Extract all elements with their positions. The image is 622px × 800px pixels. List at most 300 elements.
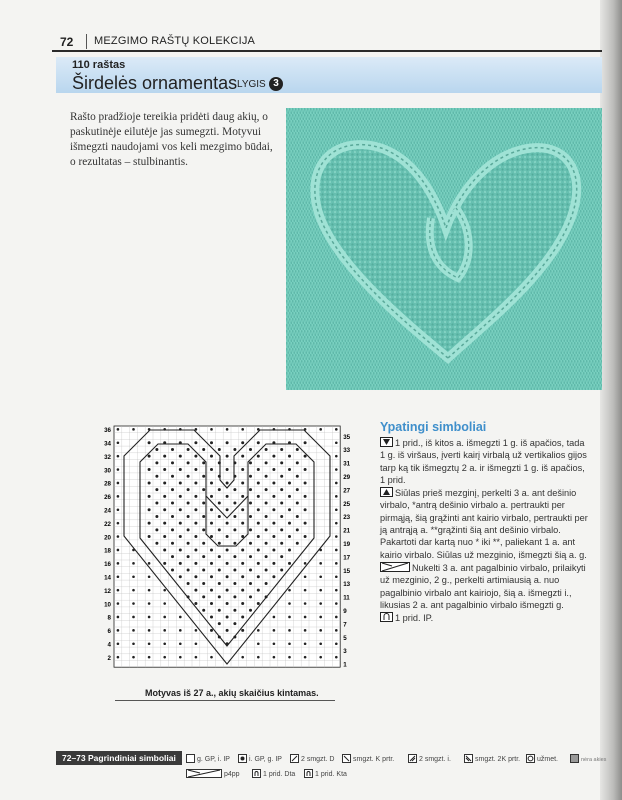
chart-row-label-right: 35 — [343, 433, 351, 441]
chart-purl-dot — [249, 555, 252, 558]
chart-purl-dot — [304, 589, 307, 592]
legend-text: 2 smgzt. i. — [419, 756, 451, 763]
chart-row-label-left: 12 — [104, 587, 111, 595]
page-edge-shadow — [600, 0, 622, 800]
legend-text: 2 smgzt. D — [301, 756, 335, 763]
chart-purl-dot — [132, 656, 135, 659]
legend-item — [408, 754, 451, 763]
chart-purl-dot — [202, 475, 205, 478]
chart-purl-dot — [202, 569, 205, 572]
chart-purl-dot — [210, 522, 213, 525]
header-rule — [52, 50, 602, 52]
chart-purl-dot — [117, 508, 120, 511]
chart-purl-dot — [132, 589, 135, 592]
chart-purl-dot — [319, 616, 322, 619]
chart-purl-dot — [179, 656, 182, 659]
chart-purl-dot — [194, 562, 197, 565]
legend-item — [252, 769, 295, 778]
chart-purl-dot — [249, 582, 252, 585]
loop-dta-icon — [252, 769, 261, 778]
chart-purl-dot — [288, 468, 291, 471]
chart-purl-dot — [272, 535, 275, 538]
chart-purl-dot — [233, 515, 236, 518]
chart-purl-dot — [210, 589, 213, 592]
chart-row-label-left: 28 — [104, 480, 111, 488]
chart-purl-dot — [241, 562, 244, 565]
chart-row-label-left: 24 — [104, 507, 111, 515]
chart-purl-dot — [155, 528, 158, 531]
chart-purl-dot — [288, 548, 291, 551]
chart-purl-dot — [171, 448, 174, 451]
chart-purl-dot — [288, 656, 291, 659]
chart-purl-dot — [171, 528, 174, 531]
chart-purl-dot — [218, 569, 221, 572]
chart-row-label-left: 30 — [104, 467, 111, 475]
chart-purl-dot — [272, 522, 275, 525]
chart-row-label-left: 8 — [107, 614, 111, 622]
chart-purl-dot — [288, 495, 291, 498]
special-symbol-text: 1 prid. IP. — [395, 613, 434, 624]
chart-purl-dot — [265, 569, 268, 572]
chart-purl-dot — [218, 502, 221, 505]
chart-purl-dot — [155, 475, 158, 478]
chart-purl-dot — [304, 656, 307, 659]
chart-purl-dot — [272, 481, 275, 484]
chart-purl-dot — [288, 522, 291, 525]
legend-text: i. GP, g. IP — [249, 756, 282, 763]
level-label: LYGIS — [237, 79, 266, 90]
chart-row-label-right: 1 — [343, 661, 347, 669]
chart-caption: Motyvas iš 27 a., akių skaičius kintamas. — [145, 688, 319, 698]
chart-purl-dot — [194, 589, 197, 592]
chart-purl-dot — [304, 468, 307, 471]
chart-purl-dot — [304, 495, 307, 498]
chart-purl-dot — [296, 448, 299, 451]
chart-purl-dot — [202, 609, 205, 612]
chart-purl-dot — [163, 535, 166, 538]
chart-purl-dot — [148, 441, 151, 444]
chart-purl-dot — [249, 515, 252, 518]
chart-purl-dot — [194, 522, 197, 525]
chart-purl-dot — [155, 542, 158, 545]
chart-row-label-right: 21 — [343, 527, 351, 535]
chart-purl-dot — [187, 475, 190, 478]
chart-purl-dot — [288, 481, 291, 484]
legend-item — [342, 754, 394, 763]
chart-row-label-right: 13 — [343, 581, 351, 589]
chart-purl-dot — [241, 508, 244, 511]
chart-purl-dot — [280, 528, 283, 531]
chart-purl-dot — [241, 428, 244, 431]
chart-purl-dot — [249, 488, 252, 491]
chart-purl-dot — [194, 455, 197, 458]
chart-purl-dot — [335, 428, 338, 431]
chart-purl-dot — [117, 629, 120, 632]
chart-purl-dot — [265, 461, 268, 464]
grey-square-icon — [570, 754, 579, 763]
chart-purl-dot — [296, 515, 299, 518]
chart-purl-dot — [202, 582, 205, 585]
chart-row-label-right: 17 — [343, 554, 351, 562]
chart-purl-dot — [226, 481, 229, 484]
chart-purl-dot — [187, 542, 190, 545]
chart-purl-dot — [202, 555, 205, 558]
chart-purl-dot — [132, 642, 135, 645]
filled-up-triangle-icon — [380, 487, 393, 497]
chart-purl-dot — [280, 461, 283, 464]
chart-purl-dot — [218, 448, 221, 451]
chart-purl-dot — [233, 595, 236, 598]
chart-purl-dot — [296, 528, 299, 531]
chart-purl-dot — [171, 461, 174, 464]
chart-purl-dot — [148, 508, 151, 511]
chart-purl-dot — [179, 522, 182, 525]
chart-purl-dot — [226, 455, 229, 458]
pattern-title: Širdelės ornamentas — [72, 73, 238, 93]
chart-purl-dot — [257, 656, 260, 659]
chart-purl-dot — [210, 481, 213, 484]
chart-purl-dot — [226, 548, 229, 551]
special-symbols-list — [380, 437, 592, 625]
chart-purl-dot — [155, 448, 158, 451]
chart-purl-dot — [335, 468, 338, 471]
chart-purl-dot — [132, 575, 135, 578]
chart-purl-dot — [280, 569, 283, 572]
legend-text: smgzt. 2K prtr. — [475, 756, 521, 763]
chart-purl-dot — [187, 448, 190, 451]
chart-purl-dot — [319, 629, 322, 632]
chart-purl-dot — [272, 548, 275, 551]
legend-item — [304, 769, 347, 778]
chart-purl-dot — [257, 495, 260, 498]
chart-purl-dot — [280, 448, 283, 451]
chart-purl-dot — [249, 475, 252, 478]
chart-purl-dot — [117, 441, 120, 444]
chart-purl-dot — [132, 428, 135, 431]
chart-purl-dot — [241, 441, 244, 444]
chart-purl-dot — [288, 535, 291, 538]
special-symbol-text: Nukelti 3 a. ant pagalbinio virbalo, prilaikyti už mezginio, 2 g., perkelti artimiausią a. nuo pagalbinio virbalo ant kairiojo, šią a. išmegzti i., likusias 2 a. ant pagalbinio virbalo išmegzti g. — [380, 562, 586, 610]
chart-purl-dot — [288, 642, 291, 645]
special-symbol-item — [380, 487, 592, 561]
page-number: 72 — [60, 35, 74, 49]
chart-purl-dot — [335, 642, 338, 645]
chart-purl-dot — [148, 642, 151, 645]
chart-row-label-left: 4 — [107, 641, 111, 649]
chart-row-label-right: 11 — [343, 594, 350, 602]
chart-purl-dot — [155, 515, 158, 518]
chart-purl-dot — [233, 488, 236, 491]
chart-purl-dot — [257, 575, 260, 578]
chart-purl-dot — [249, 502, 252, 505]
chart-purl-dot — [163, 656, 166, 659]
running-head: MEZGIMO RAŠTŲ KOLEKCIJA — [94, 35, 256, 47]
chart-purl-dot — [335, 656, 338, 659]
chart-purl-dot — [163, 602, 166, 605]
chart-purl-dot — [265, 528, 268, 531]
chart-purl-dot — [163, 468, 166, 471]
chart-purl-dot — [226, 629, 229, 632]
chart-purl-dot — [265, 475, 268, 478]
chart-purl-dot — [335, 508, 338, 511]
level-badge: 3 — [269, 77, 283, 91]
chart-row-label-right: 27 — [343, 487, 351, 495]
chart-purl-dot — [319, 562, 322, 565]
chart-purl-dot — [233, 582, 236, 585]
chart-purl-dot — [179, 481, 182, 484]
chart-purl-dot — [304, 575, 307, 578]
chart-purl-dot — [241, 481, 244, 484]
chart-purl-dot — [241, 455, 244, 458]
chart-purl-dot — [195, 629, 198, 632]
chart-purl-dot — [280, 542, 283, 545]
chart-purl-dot — [132, 562, 135, 565]
chart-purl-dot — [163, 508, 166, 511]
chart-purl-dot — [304, 629, 307, 632]
chart-purl-dot — [187, 582, 190, 585]
chart-purl-dot — [241, 522, 244, 525]
chart-purl-dot — [148, 616, 151, 619]
cable-icon — [186, 769, 222, 778]
chart-purl-dot — [179, 508, 182, 511]
chart-purl-dot — [117, 575, 120, 578]
chart-purl-dot — [148, 575, 151, 578]
intro-paragraph: Rašto pradžioje tereikia pridėti daug akių, o paskutinėje eilutėje jas sumegzti. Motyvui išmegzti naudojami vos keli mezgimo būdai, o rezultatas – stulbinantis. — [70, 111, 273, 168]
chart-purl-dot — [273, 656, 276, 659]
chart-purl-dot — [194, 548, 197, 551]
chart-purl-dot — [226, 575, 229, 578]
chart-purl-dot — [218, 555, 221, 558]
chart-row-label-right: 31 — [343, 460, 351, 468]
chart-purl-dot — [155, 461, 158, 464]
chart-purl-dot — [265, 555, 268, 558]
chart-purl-dot — [273, 629, 276, 632]
loop-kta-icon — [304, 769, 313, 778]
chart-purl-dot — [241, 629, 244, 632]
chart-purl-dot — [202, 488, 205, 491]
chart-purl-dot — [179, 495, 182, 498]
chart-purl-dot — [304, 481, 307, 484]
chart-purl-dot — [233, 542, 236, 545]
pattern-number: 110 raštas — [72, 59, 126, 71]
chart-purl-dot — [288, 629, 291, 632]
chart-purl-dot — [319, 589, 322, 592]
legend-item — [186, 754, 230, 763]
chart-purl-dot — [335, 495, 338, 498]
legend-item — [238, 754, 282, 763]
knitted-swatch-photo — [286, 108, 602, 390]
chart-row-label-left: 20 — [104, 534, 111, 542]
chart-purl-dot — [272, 495, 275, 498]
chart-purl-dot — [195, 642, 198, 645]
chart-purl-dot — [179, 575, 182, 578]
k-slant-icon — [342, 754, 351, 763]
chart-purl-dot — [272, 455, 275, 458]
chart-purl-dot — [202, 528, 205, 531]
chart-purl-dot — [296, 475, 299, 478]
chart-purl-dot — [335, 602, 338, 605]
chart-purl-dot — [241, 548, 244, 551]
chart-row-label-left: 36 — [104, 427, 111, 435]
chart-purl-dot — [148, 602, 151, 605]
chart-purl-dot — [241, 656, 244, 659]
chart-row-label-left: 22 — [104, 520, 111, 528]
chart-row-label-right: 29 — [343, 474, 351, 481]
chart-purl-dot — [148, 562, 151, 565]
chart-purl-dot — [249, 595, 252, 598]
chart-purl-dot — [210, 455, 213, 458]
chart-purl-dot — [265, 502, 268, 505]
chart-purl-dot — [233, 555, 236, 558]
chart-purl-dot — [163, 481, 166, 484]
chart-purl-dot — [273, 616, 276, 619]
slant-left-icon — [408, 754, 417, 763]
chart-purl-dot — [257, 441, 260, 444]
chart-purl-dot — [304, 562, 307, 565]
chart-purl-dot — [272, 468, 275, 471]
chart-purl-dot — [171, 475, 174, 478]
chart-purl-dot — [171, 488, 174, 491]
chart-purl-dot — [148, 629, 151, 632]
legend-item — [290, 754, 334, 763]
chart-purl-dot — [265, 448, 268, 451]
chart-purl-dot — [163, 629, 166, 632]
chart-purl-dot — [148, 535, 151, 538]
chart-purl-dot — [194, 508, 197, 511]
chart-purl-dot — [265, 515, 268, 518]
chart-purl-dot — [148, 656, 151, 659]
chart-purl-dot — [210, 656, 213, 659]
chart-purl-dot — [202, 542, 205, 545]
chart-purl-dot — [117, 468, 120, 471]
chart-purl-dot — [257, 508, 260, 511]
chart-purl-dot — [304, 508, 307, 511]
chart-purl-dot — [249, 569, 252, 572]
chart-purl-dot — [179, 535, 182, 538]
chart-purl-dot — [187, 515, 190, 518]
chart-purl-dot — [241, 589, 244, 592]
chart-row-label-left: 18 — [104, 547, 111, 555]
chart-purl-dot — [241, 615, 244, 618]
chart-purl-dot — [335, 575, 338, 578]
chart-purl-dot — [117, 642, 120, 645]
chart-purl-dot — [296, 502, 299, 505]
chart-purl-dot — [226, 589, 229, 592]
chart-purl-dot — [117, 602, 120, 605]
chart-purl-dot — [335, 535, 338, 538]
special-symbol-item — [380, 562, 592, 611]
chart-purl-dot — [117, 428, 120, 431]
chart-purl-dot — [257, 535, 260, 538]
special-symbol-item — [380, 437, 592, 486]
chart-purl-dot — [319, 575, 322, 578]
chart-purl-dot — [117, 522, 120, 525]
legend-text: p4pp — [224, 771, 240, 778]
chart-purl-dot — [241, 495, 244, 498]
chart-purl-dot — [288, 562, 291, 565]
chart-purl-dot — [202, 595, 205, 598]
special-symbols-heading: Ypatingi simboliai — [380, 420, 487, 434]
chart-purl-dot — [304, 602, 307, 605]
chart-purl-dot — [210, 562, 213, 565]
chart-purl-dot — [155, 488, 158, 491]
chart-purl-dot — [194, 468, 197, 471]
chart-purl-dot — [265, 488, 268, 491]
chart-purl-dot — [218, 542, 221, 545]
chart-purl-dot — [233, 448, 236, 451]
increase-loop-icon — [380, 612, 393, 622]
chart-row-label-right: 19 — [343, 541, 351, 548]
chart-purl-dot — [163, 589, 166, 592]
chart-row-label-right: 7 — [343, 621, 347, 629]
chart-purl-dot — [335, 629, 338, 632]
chart-purl-dot — [163, 455, 166, 458]
chart-purl-dot — [117, 455, 120, 458]
chart-purl-dot — [280, 515, 283, 518]
chart-purl-dot — [335, 522, 338, 525]
chart-purl-dot — [194, 535, 197, 538]
chart-purl-dot — [202, 448, 205, 451]
chart-purl-dot — [179, 629, 182, 632]
chart-purl-dot — [117, 656, 120, 659]
chart-purl-dot — [187, 528, 190, 531]
chart-purl-dot — [132, 602, 135, 605]
chart-purl-dot — [249, 448, 252, 451]
chart-purl-dot — [202, 461, 205, 464]
chart-purl-dot — [117, 589, 120, 592]
slant-right-icon — [290, 754, 299, 763]
chart-purl-dot — [273, 642, 276, 645]
chart-purl-dot — [117, 495, 120, 498]
chart-row-label-left: 34 — [104, 440, 111, 448]
chart-row-label-left: 32 — [104, 453, 111, 461]
chart-purl-dot — [304, 455, 307, 458]
chart-purl-dot — [194, 602, 197, 605]
chart-purl-dot — [194, 441, 197, 444]
chart-purl-dot — [171, 555, 174, 558]
chart-purl-dot — [218, 622, 221, 625]
chart-row-label-left: 6 — [107, 628, 111, 636]
chart-purl-dot — [249, 461, 252, 464]
chart-purl-dot — [210, 468, 213, 471]
chart-purl-dot — [218, 515, 221, 518]
chart-purl-dot — [179, 642, 182, 645]
chart-purl-dot — [257, 589, 260, 592]
dot-square-icon — [238, 754, 247, 763]
chart-purl-dot — [257, 548, 260, 551]
chart-purl-dot — [171, 542, 174, 545]
chart-purl-dot — [117, 535, 120, 538]
chart-purl-dot — [335, 562, 338, 565]
chart-purl-dot — [226, 428, 229, 431]
chart-purl-dot — [179, 562, 182, 565]
chart-purl-dot — [210, 575, 213, 578]
chart-purl-dot — [304, 441, 307, 444]
chart-purl-dot — [257, 602, 260, 605]
chart-purl-dot — [304, 616, 307, 619]
chart-purl-dot — [187, 488, 190, 491]
knitting-chart — [96, 416, 358, 678]
chart-purl-dot — [179, 455, 182, 458]
chart-purl-dot — [194, 495, 197, 498]
chart-purl-dot — [319, 642, 322, 645]
chart-purl-dot — [210, 615, 213, 618]
chart-purl-dot — [218, 595, 221, 598]
double-slant-icon — [464, 754, 473, 763]
chart-row-label-left: 2 — [107, 654, 111, 662]
legend-text: 1 prid. Kta — [315, 771, 347, 778]
chart-purl-dot — [179, 468, 182, 471]
